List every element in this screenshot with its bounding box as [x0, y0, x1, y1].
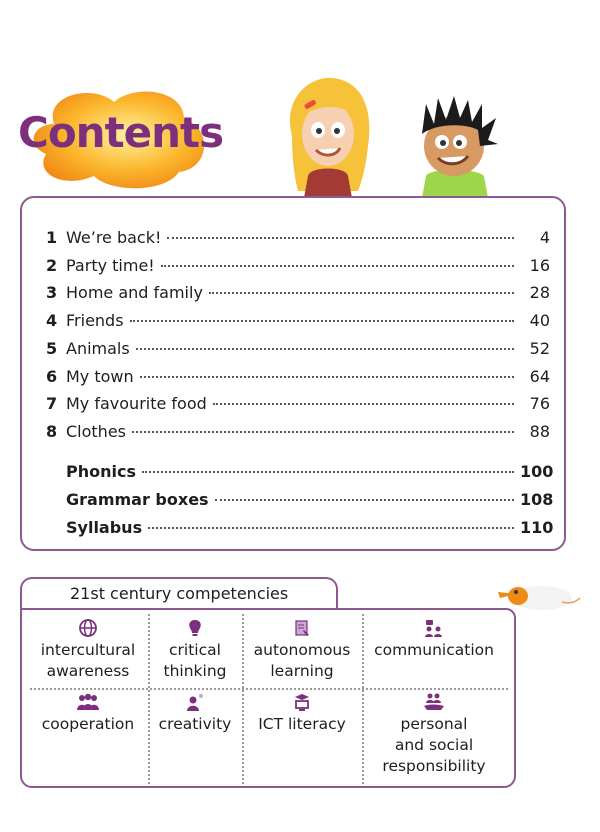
page-number: 40 [529, 311, 550, 330]
toc-row-phonics[interactable] [46, 462, 554, 486]
unit-number: 8 [46, 422, 58, 441]
unit-number: 4 [46, 311, 58, 330]
toc-row-grammar-boxes[interactable] [46, 490, 554, 514]
toc-row-syllabus[interactable] [46, 518, 554, 542]
competency-label: creativity [158, 715, 232, 733]
speech-people-icon [423, 618, 445, 638]
unit-title: Animals [66, 339, 130, 358]
dot-leader [213, 403, 514, 405]
section-title: Syllabus [66, 518, 143, 537]
dot-leader [136, 348, 514, 350]
competency-personal-social-responsibility [364, 692, 504, 777]
competency-label: communication [374, 641, 494, 659]
competency-communication [364, 618, 504, 661]
globe-icon [77, 618, 99, 638]
dot-leader [140, 376, 514, 378]
competency-label: cooperation [41, 715, 135, 733]
competency-label: autonomous learning [253, 641, 351, 680]
competency-autonomous-learning [244, 618, 360, 682]
page-number: 110 [520, 518, 554, 537]
unit-title: Party time! [66, 256, 155, 275]
creative-person-icon [184, 692, 206, 712]
computer-cap-icon [291, 692, 313, 712]
toc-row[interactable] [46, 256, 550, 280]
unit-number: 5 [46, 339, 58, 358]
competency-label: critical thinking [163, 641, 227, 680]
page-number: 4 [539, 228, 550, 247]
toc-row[interactable] [46, 283, 550, 307]
page-number: 16 [529, 256, 550, 275]
page-number: 28 [529, 283, 550, 302]
page-number: 100 [520, 462, 554, 481]
dot-leader [215, 499, 514, 501]
unit-title: My favourite food [66, 394, 207, 413]
boy-illustration [408, 94, 508, 198]
toc-row[interactable] [46, 311, 550, 335]
unit-title: Friends [66, 311, 124, 330]
toc-row[interactable] [46, 228, 550, 252]
page-number: 88 [529, 422, 550, 441]
toc-row[interactable] [46, 394, 550, 418]
dot-leader [167, 237, 514, 239]
hand-people-icon [423, 692, 445, 712]
unit-number: 7 [46, 394, 58, 413]
competency-label: personal and social responsibility [382, 715, 486, 775]
competency-critical-thinking [150, 618, 240, 682]
girl-illustration [282, 76, 374, 198]
unit-title: Home and family [66, 283, 203, 302]
competency-intercultural-awareness [30, 618, 146, 682]
competency-creativity [150, 692, 240, 735]
toc-row[interactable] [46, 367, 550, 391]
competency-label: intercultural awareness [40, 641, 136, 680]
section-title: Phonics [66, 462, 136, 481]
title-area [14, 84, 224, 194]
competency-cooperation [30, 692, 146, 735]
dot-leader [209, 292, 514, 294]
unit-number: 2 [46, 256, 58, 275]
book-pen-icon [291, 618, 313, 638]
unit-title: Clothes [66, 422, 126, 441]
unit-number: 6 [46, 367, 58, 386]
page-number: 76 [529, 394, 550, 413]
dot-leader [148, 527, 514, 529]
page-title: Contents [18, 108, 224, 157]
competency-ict-literacy [244, 692, 360, 735]
competency-label: ICT literacy [258, 715, 346, 733]
page-number: 108 [520, 490, 554, 509]
dot-leader [161, 265, 514, 267]
unit-title: We’re back! [66, 228, 162, 247]
toc-row[interactable] [46, 339, 550, 363]
bird-illustration [492, 576, 582, 616]
page-number: 64 [529, 367, 550, 386]
toc-row[interactable] [46, 422, 550, 446]
dot-leader [132, 431, 514, 433]
dot-leader [130, 320, 514, 322]
unit-number: 3 [46, 283, 58, 302]
page-number: 52 [529, 339, 550, 358]
competencies-title: 21st century competencies [70, 584, 289, 603]
unit-title: My town [66, 367, 134, 386]
grid-divider [30, 688, 508, 690]
section-title: Grammar boxes [66, 490, 209, 509]
dot-leader [142, 471, 514, 473]
lightbulb-icon [184, 618, 206, 638]
unit-number: 1 [46, 228, 58, 247]
group-icon [77, 692, 99, 712]
